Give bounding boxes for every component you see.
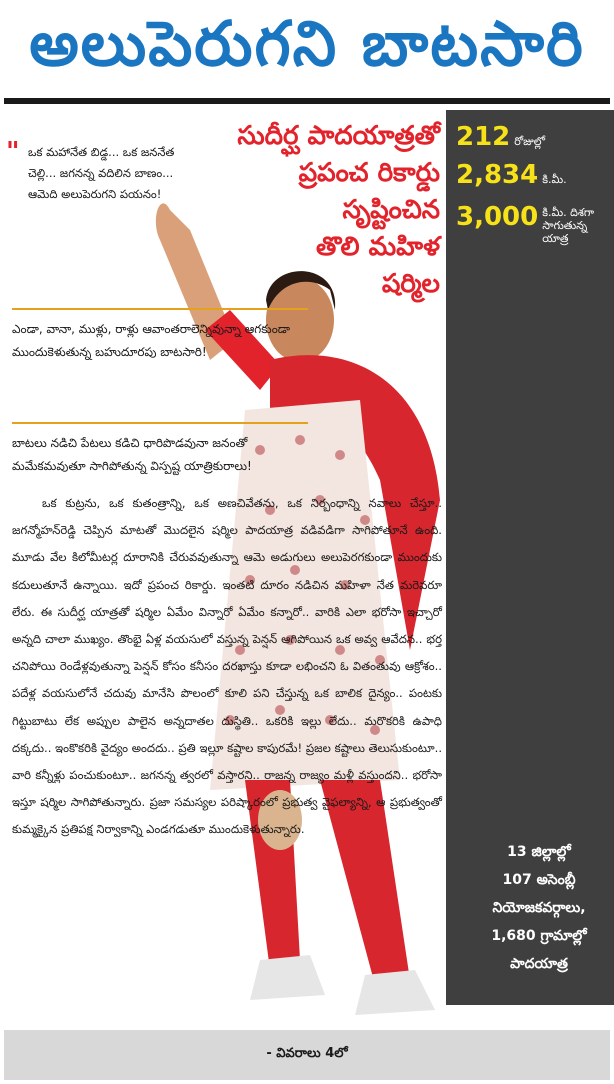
stat-days (456, 122, 545, 152)
stat-days-unit: రోజుల్లో (514, 135, 546, 148)
callout-line: పాదయాత్ర (510, 956, 568, 972)
blurb-2: బాటలు నడిచి పేటలు కడిచి ధారిపొడవునా జనంతో మమేకమవుతూ సాగిపోతున్న విస్పష్ట యాత్రికురాలు! (12, 436, 252, 473)
masthead-title: అలుపెరుగని బాటసారి (29, 7, 585, 80)
divider (12, 308, 308, 310)
stat-distance-unit: కి.మీ. (542, 173, 567, 186)
stat-days-number: 212 (456, 122, 511, 152)
headline-line: ప్రపంచ రికార్డు (298, 158, 440, 188)
continued-reference: - వివరాలు 4లో (266, 1046, 348, 1061)
intro-quote (6, 137, 178, 205)
blurb-1: ఎండా, వానా, ముళ్లు, రాళ్లు ఆవాంతరాలెన్నివున్నా ఆగకుండా ముందుకెళుతున్న బహుదూరపు బాటసారి! (12, 322, 291, 359)
stat-target-number: 3,000 (456, 202, 539, 232)
intro-text: ఒక మహానేత బిడ్డ... ఒక జననేత చెల్లి... జగనన్న వదిలిన బాణం... ఆమెది అలుపెరుగని పయనం! (28, 145, 175, 201)
stat-target (456, 202, 598, 246)
callout-line: 1,680 గ్రామాల్లో (491, 928, 587, 944)
masthead (4, 4, 610, 104)
headline-line: తొలి మహిళ (316, 232, 440, 262)
divider (12, 422, 308, 424)
headline-line: సృష్టించిన (342, 195, 440, 225)
headline-line: షర్మిల (381, 269, 440, 299)
callout-line: 13 జిల్లాల్లో (507, 844, 571, 860)
stat-target-unit: కి.మీ. దిశగా సాగుతున్న యాత్ర (542, 206, 595, 246)
route-callout (470, 838, 608, 978)
article-body (12, 490, 442, 844)
callout-line: 107 అసెంబ్లీ (502, 872, 576, 888)
stats-panel (446, 110, 614, 830)
headline-line: సుదీర్ఘ పాదయాత్రతో (237, 121, 440, 151)
article-paragraph: ఒక కుట్రను, ఒక కుతంత్రాన్ని, ఒక అణచివేతను, ఒక నిర్బంధాన్ని నవాలు చేస్తూ.. జగన్మోహన్‌రెడ్డి చెప్పిన మాటతో మొదలైన షర్మిల పాదయాత్ర వడివడిగా సాగిపోతూనే ఉంది. మూడు వేల కిలోమీటర్ల దూరానికి చేరువవుతున్నా ఆమె అడుగులు అలుపెరగకుండా ముందుకు కదులుతూనే ఉన్నాయి. ఇదో ప్రపంచ రికార్డు. ఇంతటి దూరం నడిచిన మహిళా నేత మరెవరూ లేరు. ఈ సుదీర్ఘ యాత్రతో షర్మిల ఏమేం విన్నారో ఏమేం కన్నారో.. వారికి ఎలా భరోసా ఇచ్చారో అన్నది చాలా ముఖ్యం. తొంభై ఏళ్ల వయసులో వస్తున్న పెన్షన్ ఆగిపోయిన ఒక అవ్వ ఆవేదన.. భర్త చనిపోయి రెండేళ్లవుతున్నా పెన్షన్ కోసం కనీసం దరఖాస్తు కూడా లభించని ఓ వితంతువు ఆక్రోశం.. పదేళ్ల వయసులోనే చదువు మానేసి పొలంలో కూలి పని చేస్తున్న ఒక బాలిక దైన్యం.. పంటకు గిట్టుబాటు లేక అప్పుల పాలైన అన్నదాతల దుస్థితి.. ఒకరికి ఇల్లు లేదు.. మరొకరికి ఉపాధి దక్కదు.. ఇంకొకరికి వైద్యం అందదు.. ప్రతి ఇల్లూ కష్టాల కాపురమే! ప్రజల కష్టాలు తెలుసుకుంటూ.. వారి కన్నీళ్లు పంచుకుంటూ.. జగనన్న త్వరలో వస్తారని.. రాజన్న రాజ్యం మళ్లీ వస్తుందని.. భరోసా ఇస్తూ షర్మిల సాగిపోతున్నారు. ప్రజా సమస్యల పరిష్కారంలో ప్రభుత్వ వైఫల్యాన్ని, ఆ ప్రభుత్వంతో కుమ్మక్కైన ప్రతిపక్ష నిర్వాకాన్ని ఎండగడుతూ ముందుకెళుతున్నారు. (12, 496, 442, 837)
stat-distance-number: 2,834 (456, 160, 539, 190)
quote-icon: " (6, 137, 20, 167)
callout-line: నియోజకవర్గాలు, (492, 900, 586, 916)
footer-bar (4, 1030, 610, 1080)
stat-distance (456, 160, 567, 190)
